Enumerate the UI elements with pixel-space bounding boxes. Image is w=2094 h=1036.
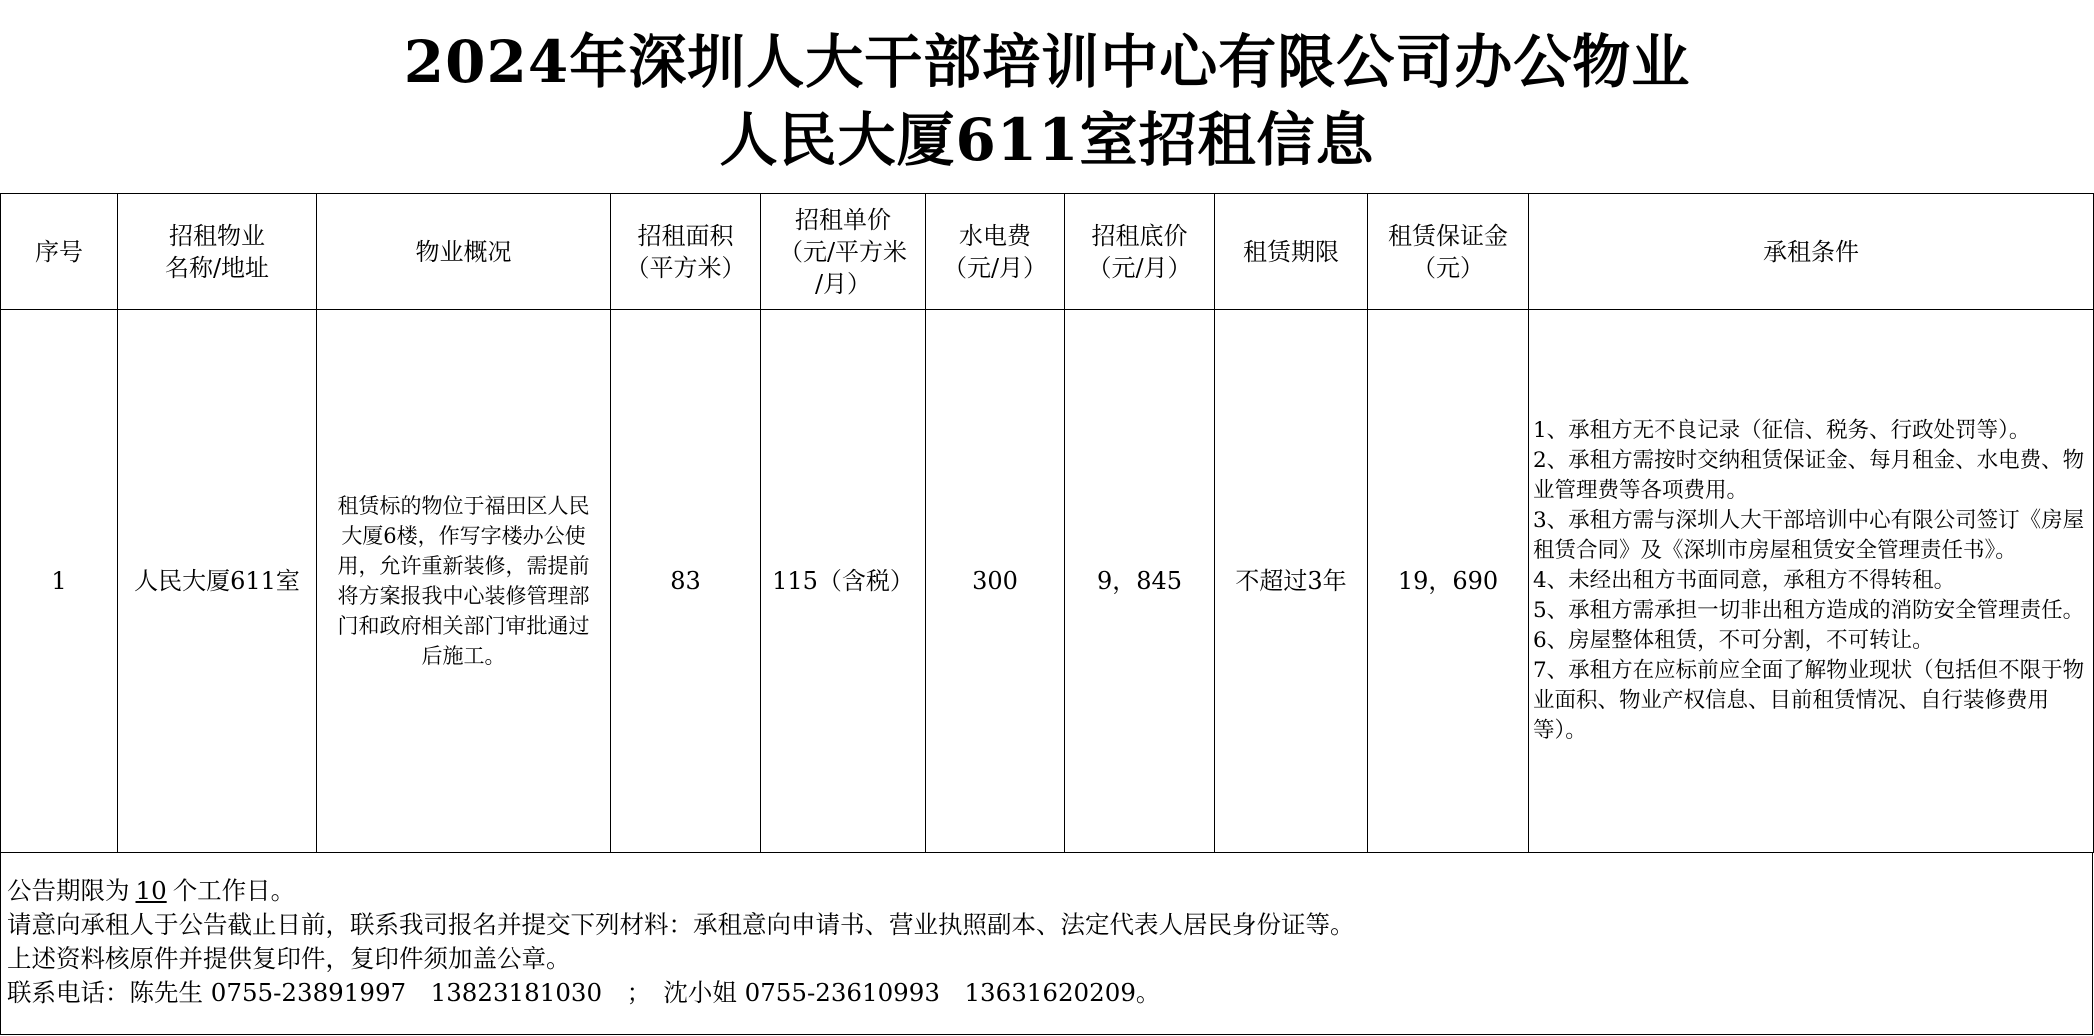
table-row [1,310,2094,853]
header-utilities: 水电费 （元/月） [926,194,1065,310]
cell-overview [317,310,611,853]
header-property-name: 招租物业 名称/地址 [118,194,317,310]
document-title [0,0,2094,193]
condition-item-7: 7、承租方在应标前应全面了解物业现状（包括但不限于物业面积、物业产权信息、目前租赁情况、自行装修费用等）。 [1533,658,2085,743]
copy-requirements-line: 上述资料核原件并提供复印件，复印件须加盖公章。 [7,944,571,973]
header-term: 租赁期限 [1215,194,1368,310]
condition-item-2: 2、承租方需按时交纳租赁保证金、每月租金、水电费、物业管理费等各项费用。 [1533,448,2085,503]
cell-deposit: 19，690 [1368,310,1529,853]
condition-item-4: 4、未经出租方书面同意，承租方不得转租。 [1533,568,1956,593]
condition-item-5: 5、承租方需承担一切非出租方造成的消防安全管理责任。 [1533,598,2085,623]
table-header-row [1,194,2094,310]
header-overview: 物业概况 [317,194,611,310]
cell-unit-price: 115（含税） [761,310,926,853]
notice-period-line: 公告期限为 10 个工作日。 [7,876,296,905]
title-line-1: 2024年深圳人大干部培训中心有限公司办公物业 [403,28,1691,96]
title-line-2: 人民大厦611室招租信息 [719,106,1375,174]
application-materials-line: 请意向承租人于公告截止日前，联系我司报名并提交下列材料：承租意向申请书、营业执照副本、法定代表人居民身份证等。 [7,910,1355,939]
notice-days: 10 [135,876,167,905]
condition-item-6: 6、房屋整体租赁，不可分割，不可转让。 [1533,628,1934,653]
cell-utilities: 300 [926,310,1065,853]
header-deposit: 租赁保证金 （元） [1368,194,1529,310]
rental-info-table [0,193,2094,853]
cell-conditions [1529,310,2094,853]
notice-footer [0,852,2093,1035]
header-unit-price: 招租单价 （元/平方米 /月） [761,194,926,310]
cell-term: 不超过3年 [1215,310,1368,853]
header-index: 序号 [1,194,118,310]
cell-area: 83 [611,310,761,853]
header-conditions: 承租条件 [1529,194,2094,310]
header-base-price: 招租底价 （元/月） [1065,194,1215,310]
condition-item-1: 1、承租方无不良记录（征信、税务、行政处罚等）。 [1533,418,2031,443]
overview-text: 租赁标的物位于福田区人民大厦6楼，作写字楼办公使用，允许重新装修，需提前将方案报我中心装修管理部门和政府相关部门审批通过后施工。 [337,494,590,668]
contact-phone-line: 联系电话：陈先生 0755-23891997 13823181030 ； 沈小姐 0755-23610993 13631620209。 [7,978,1161,1007]
condition-item-3: 3、承租方需与深圳人大干部培训中心有限公司签订《房屋租赁合同》及《深圳市房屋租赁安全管理责任书》。 [1533,508,2085,563]
header-area: 招租面积 （平方米） [611,194,761,310]
cell-index: 1 [1,310,118,853]
cell-property-name: 人民大厦611室 [118,310,317,853]
cell-base-price: 9，845 [1065,310,1215,853]
